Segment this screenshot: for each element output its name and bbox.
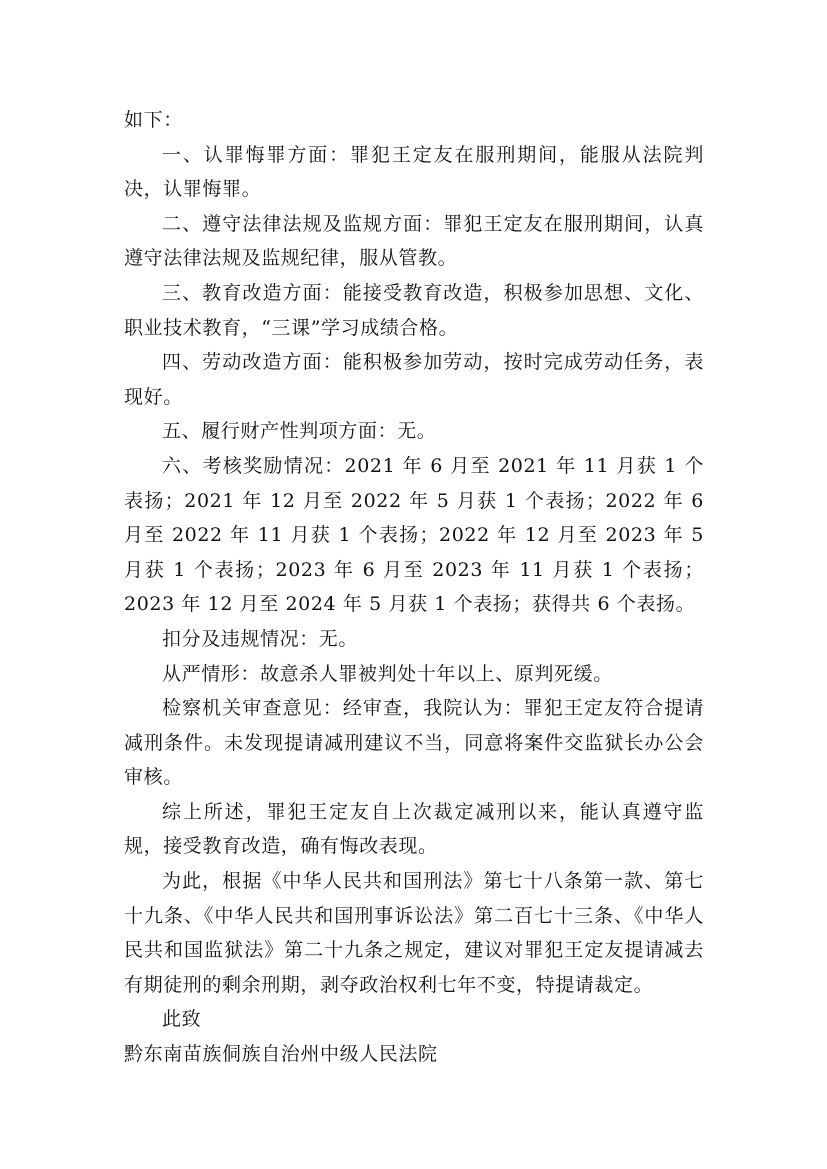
paragraph-labor: 四、劳动改造方面：能积极参加劳动，按时完成劳动任务，表现好。 [124,351,704,408]
paragraph-procuratorate-opinion: 检察机关审查意见：经审查，我院认为：罪犯王定友符合提请减刑条件。未发现提请减刑建议不当，同意将案件交监狱长办公会审核。 [124,697,704,789]
paragraph-aggravating: 从严情形：故意杀人罪被判处十年以上、原判死缓。 [162,662,613,685]
paragraph-rewards: 六、考核奖励情况：2021 年 6 月至 2021 年 11 月获 1 个表扬；2021 年 12 月至 2022 年 5 月获 1 个表扬；2022 年 6 月至 2022 年 11 月获 1 个表扬；2022 年 12 月至 2023 年 5 月获 1 个表扬；2023 年 6 月至 2023 年 11 月获 1 个表扬；2023 年 12 月至 2024 年 5 月获 1 个表扬；获得共 6 个表扬。 [124,454,704,616]
paragraph-legal-basis: 为此，根据《中华人民共和国刑法》第七十八条第一款、第七十九条、《中华人民共和国刑事诉讼法》第二百七十三条、《中华人民共和国监狱法》第二十九条之规定，建议对罪犯王定友提请减去有期徒刑的剩余刑期，剥夺政治权利七年不变，特提请裁定。 [124,870,704,996]
paragraph-summary: 综上所述，罪犯王定友自上次裁定减刑以来，能认真遵守监规，接受教育改造，确有悔改表现。 [124,800,704,858]
paragraph-intro: 如下： [124,109,183,131]
paragraph-repentance: 一、认罪悔罪方面：罪犯王定友在服刑期间，能服从法院判决，认罪悔罪。 [124,143,704,201]
paragraph-recipient: 黔东南苗族侗族自治州中级人民法院 [124,1043,438,1066]
paragraph-property: 五、履行财产性判项方面：无。 [162,420,437,443]
document-body [124,103,704,1072]
paragraph-salutation: 此致 [162,1008,202,1031]
paragraph-deductions: 扣分及违规情况：无。 [162,627,359,650]
paragraph-education: 三、教育改造方面：能接受教育改造，积极参加思想、文化、职业技术教育，“三课”学习成绩合格。 [124,281,704,339]
paragraph-law-compliance: 二、遵守法律法规及监规方面：罪犯王定友在服刑期间，认真遵守法律法规及监规纪律，服从管教。 [124,212,704,270]
